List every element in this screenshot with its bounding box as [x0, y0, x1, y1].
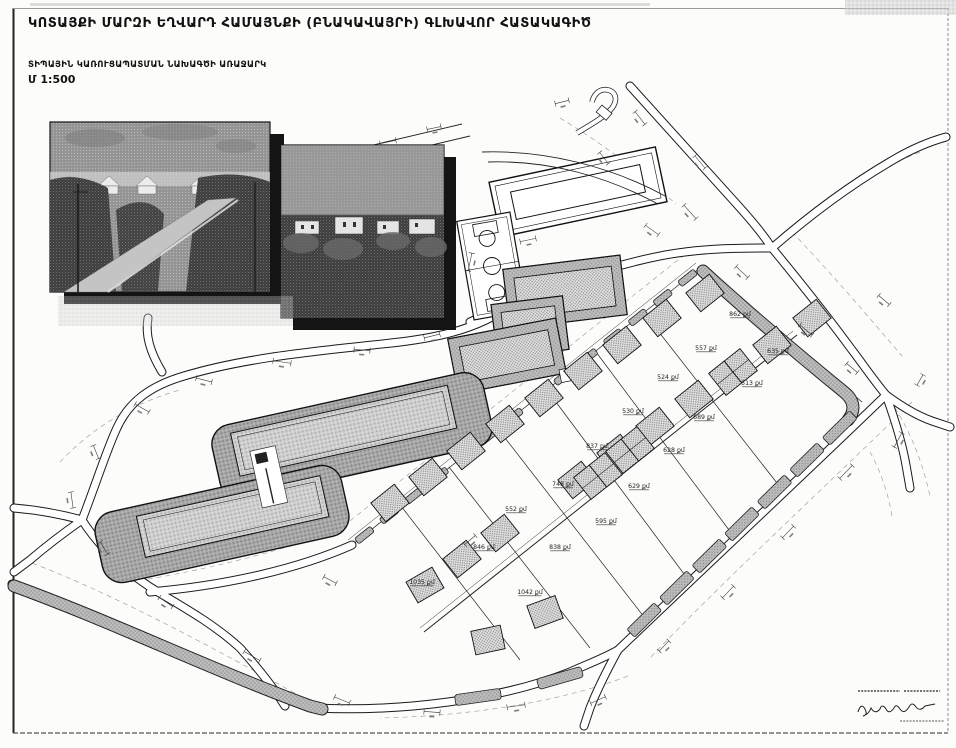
house-block	[793, 299, 831, 336]
parcel-area-label: 748 քմ	[552, 481, 574, 488]
parcel-area-label: 862 քմ	[729, 311, 751, 318]
parcel-area-label: 838 քմ	[549, 544, 571, 551]
photo-render-aerial	[281, 145, 447, 318]
dimension-tick	[90, 444, 101, 459]
dimension-tick	[877, 293, 892, 307]
dimension-tick	[780, 524, 795, 540]
tree-strip-segment	[627, 603, 662, 637]
house-block	[527, 596, 563, 629]
tree-strip-segment	[678, 269, 698, 287]
parcel-area-label: 595 քմ	[595, 518, 617, 525]
scale-label: Մ 1:500	[28, 73, 76, 86]
parcel-area-label: 557 քմ	[695, 345, 717, 352]
page-subtitle: ՏԻՊԱՅԻՆ ԿԱՌՈՒՑԱՊԱՏՄԱՆ ՆԱԽԱԳԾԻ ԱՌԱՋԱՐԿ	[28, 60, 267, 70]
dimension-tick	[507, 702, 526, 712]
parcel-area-label: 837 քմ	[586, 443, 608, 450]
culdesac-hook	[577, 90, 615, 133]
scan-smudge	[58, 296, 293, 326]
parcel-area-label: 1042 քմ	[517, 589, 543, 596]
dimension-tick	[554, 97, 569, 107]
tree-strip-segment	[536, 666, 583, 689]
page-title: ԿՈՏԱՅՔԻ ՄԱՐԶԻ ԵՂՎԱՐԴ ՀԱՄԱՅՆՔԻ (ԲՆԱԿԱՎԱՅՐԻ) ԳԼԽԱՎՈՐ ՀԱՏԱԿԱԳԻԾ	[28, 16, 592, 31]
parcel-area-label: 524 քմ	[657, 374, 679, 381]
parcel-area-label: 689 քմ	[693, 414, 715, 421]
signature-block	[858, 691, 944, 721]
scan-noise	[845, 0, 956, 15]
tree-strip-segment	[454, 688, 501, 705]
sports-field	[489, 147, 667, 237]
parcel-area-label: 629 քմ	[628, 483, 650, 490]
dimension-tick	[682, 203, 699, 220]
dimension-tick	[734, 264, 750, 279]
dimension-tick	[66, 492, 76, 509]
tree-strip-sw	[14, 586, 322, 709]
house-block	[471, 625, 505, 655]
dimension-tick	[633, 110, 648, 126]
house-block	[603, 326, 641, 363]
dimension-tick	[520, 235, 537, 245]
signature-scribble	[858, 704, 935, 716]
house-block	[371, 484, 409, 521]
parcel-area-label: 513 քմ	[741, 380, 763, 387]
parcel-area-label: 530 քմ	[622, 408, 644, 415]
photo-render-street	[50, 122, 270, 292]
house-block	[675, 380, 713, 417]
parcel-area-label: 552 քմ	[505, 506, 527, 513]
house-block	[643, 299, 681, 336]
dimension-tick	[720, 584, 735, 600]
tree-strip-segment	[354, 526, 374, 544]
parcel-area-label: 628 քմ	[663, 447, 685, 454]
title-block	[28, 16, 592, 86]
parcel-area-label: 846 քմ	[473, 544, 495, 551]
dimension-tick	[424, 708, 440, 717]
parcel-area-label: 635 քմ	[767, 348, 789, 355]
parcel-area-label: 1035 քմ	[409, 579, 435, 586]
house-block	[564, 352, 602, 389]
dimension-tick	[196, 375, 213, 386]
dimension-tick	[644, 223, 660, 237]
dimension-tick	[657, 639, 671, 653]
dimension-tick	[322, 574, 337, 586]
dimension-tick	[914, 373, 926, 386]
house-block-double	[709, 349, 758, 396]
house-block	[409, 458, 447, 495]
